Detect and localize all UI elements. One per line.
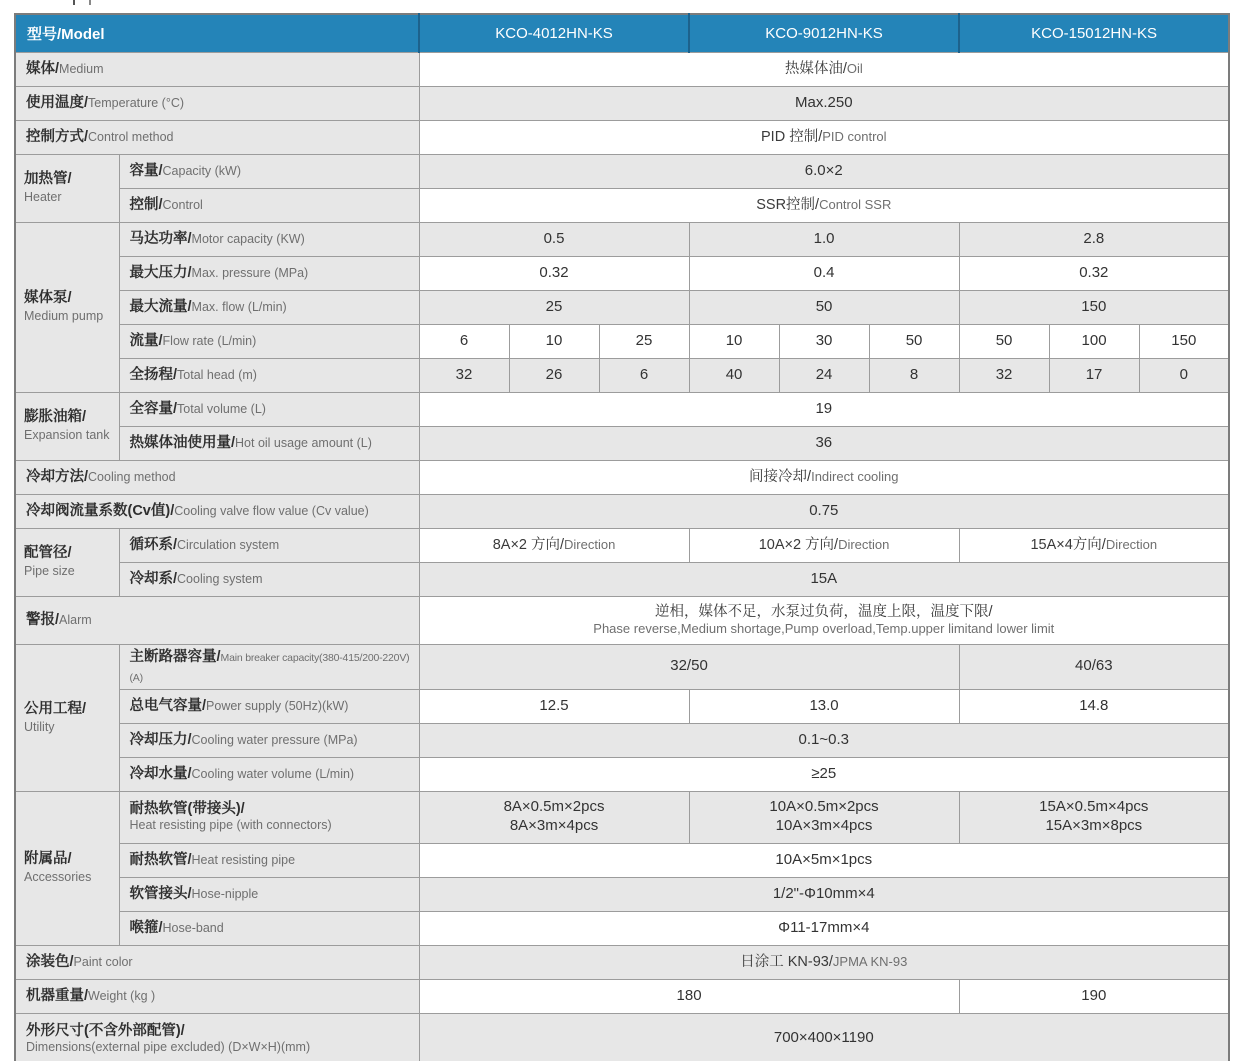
tank-usage-value: 36 [419, 426, 1229, 460]
weight-value-1: 180 [419, 979, 959, 1013]
model-column-1: KCO-4012HN-KS [419, 14, 689, 52]
circulation-value-1 [419, 528, 689, 562]
label-en: Total volume (L) [177, 402, 266, 416]
row-water-pressure [15, 723, 1229, 757]
value-line-2: 15A×3m×8pcs [1045, 817, 1143, 834]
pipe-conn-value-2 [689, 791, 959, 843]
pump-head-label [119, 358, 419, 392]
label-cn: 最大流量/ [129, 299, 192, 315]
label-cn: 涂装色/ [26, 954, 74, 970]
power-supply-label [119, 689, 419, 723]
head-cell: 17 [1049, 358, 1139, 392]
cropped-text-artifact [73, 0, 91, 5]
label-cn: 冷却方法/ [26, 469, 89, 485]
cooling-method-label [15, 460, 419, 494]
cooling-system-label [119, 562, 419, 596]
pump-pressure-label [119, 256, 419, 290]
heat-pipe-label [119, 843, 419, 877]
value-cn: 热媒体油/ [784, 60, 847, 77]
row-pump-pressure [15, 256, 1229, 290]
head-cell: 32 [419, 358, 509, 392]
group-label-cn: 附属品/ [24, 851, 72, 868]
group-label-en: Accessories [24, 870, 92, 885]
label-cn: 全扬程/ [129, 367, 178, 383]
model-column-2: KCO-9012HN-KS [689, 14, 959, 52]
circulation-label [119, 528, 419, 562]
weight-label [15, 979, 419, 1013]
value-line-1: 15A×0.5m×4pcs [1039, 798, 1149, 816]
row-cooling-method [15, 460, 1229, 494]
value-en: Direction [1105, 536, 1158, 552]
row-pump-flowrate [15, 324, 1229, 358]
value-en: Phase reverse,Medium shortage,Pump overload,Temp.upper limitand lower limit [593, 620, 1055, 636]
label-en: Medium [59, 62, 104, 76]
spec-table [14, 13, 1230, 1061]
label-en: Cooling valve flow value (Cv value) [174, 504, 369, 518]
label-cn: 耐热软管/ [129, 852, 192, 868]
value-line-1: 8A×0.5m×2pcs [503, 798, 605, 816]
alarm-label [15, 596, 419, 644]
row-hose-band [15, 911, 1229, 945]
power-value-2: 13.0 [689, 689, 959, 723]
water-volume-value: ≥25 [419, 757, 1229, 791]
label-en: Hose-band [162, 921, 224, 935]
label-en: Main breaker capacity(380-415/200-220V)(A) [129, 651, 410, 684]
group-label-cn: 媒体泵/ [24, 290, 72, 307]
heater-capacity-value: 6.0×2 [419, 154, 1229, 188]
pump-motor-value-3: 2.8 [959, 222, 1229, 256]
value-cn: 10A×2 方向/ [758, 536, 839, 553]
hose-band-value: Φ11-17mm×4 [419, 911, 1229, 945]
row-control-method [15, 120, 1229, 154]
value-cn: SSR控制/ [756, 196, 820, 213]
pump-group-label [15, 222, 119, 392]
label-cn: 机器重量/ [26, 988, 89, 1004]
row-breaker [15, 644, 1229, 689]
pump-motor-value-2: 1.0 [689, 222, 959, 256]
value-cn: 15A×4方向/ [1030, 536, 1106, 553]
group-label-cn: 配管径/ [24, 545, 72, 562]
group-label-cn: 公用工程/ [24, 700, 87, 717]
model-label-cn: 型号/ [27, 25, 62, 43]
pump-motor-value-1: 0.5 [419, 222, 689, 256]
value-cn: 间接冷却/ [749, 468, 812, 485]
hose-nipple-value: 1/2"-Φ10mm×4 [419, 877, 1229, 911]
label-cn: 冷却系/ [129, 571, 178, 587]
label-cn: 喉箍/ [129, 920, 163, 936]
label-en: Dimensions(external pipe excluded) (D×W×H)(mm) [26, 1040, 311, 1054]
heater-control-value [419, 188, 1229, 222]
row-temperature [15, 86, 1229, 120]
label-en: Max. pressure (MPa) [191, 266, 309, 280]
row-pump-head [15, 358, 1229, 392]
group-label-cn: 膨胀油箱/ [24, 409, 87, 426]
value-cn: PID 控制/ [761, 128, 823, 145]
group-label-en: Heater [24, 190, 62, 205]
value-line-2: 8A×3m×4pcs [509, 817, 599, 834]
row-paint-color [15, 945, 1229, 979]
dimensions-label [15, 1013, 419, 1061]
flowrate-cell: 150 [1139, 324, 1229, 358]
head-cell: 0 [1139, 358, 1229, 392]
row-pump-motor [15, 222, 1229, 256]
group-label-en: Expansion tank [24, 428, 110, 443]
pump-maxflow-value-3: 150 [959, 290, 1229, 324]
tank-group-label [15, 392, 119, 460]
label-en: Max. flow (L/min) [191, 300, 287, 314]
label-cn: 最大压力/ [129, 265, 192, 281]
label-en: Flow rate (L/min) [162, 334, 257, 348]
circulation-value-3 [959, 528, 1229, 562]
cv-value: 0.75 [419, 494, 1229, 528]
value-line-2: 10A×3m×4pcs [775, 817, 873, 834]
label-cn: 循环系/ [129, 537, 178, 553]
group-label-cn: 加热管/ [24, 171, 72, 188]
row-cv-value [15, 494, 1229, 528]
pump-maxflow-value-1: 25 [419, 290, 689, 324]
pipe-conn-value-1 [419, 791, 689, 843]
row-pump-maxflow [15, 290, 1229, 324]
label-cn: 主断路器容量/ [129, 648, 221, 665]
value-en: Indirect cooling [811, 468, 899, 484]
row-circulation [15, 528, 1229, 562]
value-cn: 逆相，媒体不足，水泵过负荷，温度上限，温度下限/ [655, 603, 993, 620]
row-heater-capacity [15, 154, 1229, 188]
label-cn: 热媒体油使用量/ [129, 435, 236, 451]
label-cn: 控制/ [129, 197, 163, 213]
cooling-system-value: 15A [419, 562, 1229, 596]
label-cn: 全容量/ [129, 401, 178, 417]
tank-usage-label [119, 426, 419, 460]
flowrate-cell: 10 [509, 324, 599, 358]
value-en: Oil [846, 60, 863, 76]
circulation-value-2 [689, 528, 959, 562]
header-row [15, 14, 1229, 52]
pump-maxflow-value-2: 50 [689, 290, 959, 324]
hose-nipple-label [119, 877, 419, 911]
row-alarm [15, 596, 1229, 644]
head-cell: 8 [869, 358, 959, 392]
breaker-label [119, 644, 419, 689]
group-label-en: Medium pump [24, 309, 104, 324]
flowrate-cell: 50 [959, 324, 1049, 358]
label-en: Alarm [59, 613, 92, 627]
row-heater-control [15, 188, 1229, 222]
weight-value-2: 190 [959, 979, 1229, 1013]
tank-volume-label [119, 392, 419, 426]
pipe-conn-value-3 [959, 791, 1229, 843]
paint-color-label [15, 945, 419, 979]
flowrate-cell: 100 [1049, 324, 1139, 358]
label-en: Heat resisting pipe [191, 853, 296, 867]
row-heat-pipe [15, 843, 1229, 877]
heater-control-label [119, 188, 419, 222]
model-column-3: KCO-15012HN-KS [959, 14, 1229, 52]
heat-pipe-value: 10A×5m×1pcs [419, 843, 1229, 877]
label-en: Cooling system [177, 572, 263, 586]
pipe-with-connectors-label [119, 791, 419, 843]
water-volume-label [119, 757, 419, 791]
row-tank-volume [15, 392, 1229, 426]
label-en: Power supply (50Hz)(kW) [206, 699, 349, 713]
row-pipe-with-connectors [15, 791, 1229, 843]
label-en: Total head (m) [177, 368, 257, 382]
breaker-value-2: 40/63 [959, 644, 1229, 689]
pump-maxflow-label [119, 290, 419, 324]
label-cn: 媒体/ [26, 61, 60, 77]
medium-label [15, 52, 419, 86]
power-value-1: 12.5 [419, 689, 689, 723]
label-en: Paint color [73, 955, 133, 969]
flowrate-cell: 25 [599, 324, 689, 358]
value-cn: 日涂工 KN-93/ [740, 953, 833, 970]
label-en: Cooling method [88, 470, 176, 484]
flowrate-cell: 50 [869, 324, 959, 358]
temperature-value: Max.250 [419, 86, 1229, 120]
utility-group-label [15, 644, 119, 791]
label-en: Hot oil usage amount (L) [235, 436, 372, 450]
value-en: Direction [564, 536, 616, 552]
row-dimensions [15, 1013, 1229, 1061]
row-hose-nipple [15, 877, 1229, 911]
control-method-value [419, 120, 1229, 154]
label-cn: 冷却压力/ [129, 732, 192, 748]
pipe-size-group-label [15, 528, 119, 596]
row-tank-usage [15, 426, 1229, 460]
cv-label [15, 494, 419, 528]
label-en: Capacity (kW) [162, 164, 242, 178]
label-en: Circulation system [177, 538, 280, 552]
model-label-en: Model [61, 25, 105, 43]
value-en: PID control [822, 128, 887, 144]
head-cell: 24 [779, 358, 869, 392]
label-en: Temperature (°C) [88, 96, 185, 110]
label-cn: 流量/ [129, 333, 163, 349]
accessories-group-label [15, 791, 119, 945]
head-cell: 26 [509, 358, 599, 392]
head-cell: 40 [689, 358, 779, 392]
label-cn: 容量/ [129, 163, 163, 179]
label-cn: 马达功率/ [129, 231, 192, 247]
flowrate-cell: 30 [779, 324, 869, 358]
value-en: JPMA KN-93 [832, 953, 908, 969]
row-water-volume [15, 757, 1229, 791]
power-value-3: 14.8 [959, 689, 1229, 723]
dimensions-value: 700×400×1190 [419, 1013, 1229, 1061]
control-method-label [15, 120, 419, 154]
label-en: Weight (kg ) [88, 989, 156, 1003]
row-power-supply [15, 689, 1229, 723]
cooling-method-value [419, 460, 1229, 494]
pump-pressure-value-3: 0.32 [959, 256, 1229, 290]
label-cn: 控制方式/ [26, 129, 89, 145]
hose-band-label [119, 911, 419, 945]
pump-pressure-value-1: 0.32 [419, 256, 689, 290]
label-cn: 外形尺寸(不含外部配管)/ [26, 1022, 185, 1039]
label-en: Heat resisting pipe (with connectors) [129, 818, 332, 833]
value-en: Control SSR [819, 196, 892, 212]
tank-volume-value: 19 [419, 392, 1229, 426]
label-cn: 冷却水量/ [129, 766, 192, 782]
label-cn: 冷却阀流量系数(Cv值)/ [26, 503, 175, 519]
label-en: Hose-nipple [191, 887, 259, 901]
water-pressure-label [119, 723, 419, 757]
paint-color-value [419, 945, 1229, 979]
head-cell: 6 [599, 358, 689, 392]
water-pressure-value: 0.1~0.3 [419, 723, 1229, 757]
label-en: Motor capacity (KW) [191, 232, 305, 246]
group-label-en: Utility [24, 719, 55, 734]
label-cn: 软管接头/ [129, 886, 192, 902]
row-cooling-system [15, 562, 1229, 596]
pump-flowrate-label [119, 324, 419, 358]
head-cell: 32 [959, 358, 1049, 392]
label-cn: 总电气容量/ [129, 698, 207, 714]
breaker-value-1: 32/50 [419, 644, 959, 689]
label-en: Cooling water volume (L/min) [191, 767, 355, 781]
alarm-value [419, 596, 1229, 644]
label-en: Control method [88, 130, 174, 144]
flowrate-cell: 10 [689, 324, 779, 358]
group-label-en: Pipe size [24, 564, 75, 579]
label-en: Control [162, 198, 203, 212]
row-weight [15, 979, 1229, 1013]
temperature-label [15, 86, 419, 120]
value-en: Direction [838, 536, 890, 552]
pump-pressure-value-2: 0.4 [689, 256, 959, 290]
label-cn: 使用温度/ [26, 95, 89, 111]
row-medium [15, 52, 1229, 86]
label-cn: 警报/ [26, 612, 60, 628]
heater-capacity-label [119, 154, 419, 188]
value-cn: 8A×2 方向/ [492, 536, 565, 553]
pump-motor-label [119, 222, 419, 256]
label-cn: 耐热软管(带接头)/ [129, 801, 245, 818]
medium-value [419, 52, 1229, 86]
value-line-1: 10A×0.5m×2pcs [769, 798, 879, 816]
heater-group-label [15, 154, 119, 222]
model-header-label [15, 14, 419, 52]
label-en: Cooling water pressure (MPa) [191, 733, 358, 747]
flowrate-cell: 6 [419, 324, 509, 358]
